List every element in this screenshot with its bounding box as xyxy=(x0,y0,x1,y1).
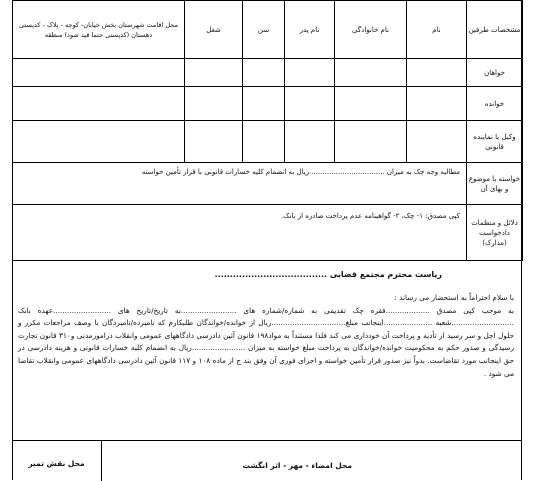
request-greeting: با سلام احتراماً به استحضار می رساند : xyxy=(394,293,514,302)
request-title: ریاست محترم مجتمع قضایی ..................................... xyxy=(214,270,442,279)
defendant-father-cell[interactable] xyxy=(285,87,335,121)
plaintiff-family-cell[interactable] xyxy=(335,59,407,87)
lawyer-age-cell[interactable] xyxy=(243,121,285,163)
defendant-name-cell[interactable] xyxy=(407,87,467,121)
defendant-job-cell[interactable] xyxy=(185,87,243,121)
col-job: شغل xyxy=(185,1,243,59)
lawyer-family-cell[interactable] xyxy=(335,121,407,163)
defendant-label: خوانده xyxy=(467,87,523,121)
signature-row xyxy=(12,440,522,480)
lawyer-father-cell[interactable] xyxy=(285,121,335,163)
evidence-label: دلائل و منظمات دادخواست (مدارک) xyxy=(467,205,523,261)
plaintiff-age-cell[interactable] xyxy=(243,59,285,87)
plaintiff-row xyxy=(13,59,523,87)
parties-table xyxy=(12,0,523,261)
defendant-row xyxy=(13,87,523,121)
evidence-value[interactable]: کپی مصدق: ۱- چک، ۲- گواهینامه عدم پرداخت صادره از بانک. xyxy=(13,205,467,261)
plaintiff-name-cell[interactable] xyxy=(407,59,467,87)
header-row xyxy=(13,1,523,59)
col-age: سن xyxy=(243,1,285,59)
defendant-age-cell[interactable] xyxy=(243,87,285,121)
col-father: نام پدر xyxy=(285,1,335,59)
signature-label[interactable]: محل امضاء - مهر - اثر انگشت xyxy=(242,461,352,470)
col-name: نام xyxy=(407,1,467,59)
claim-value[interactable]: مطالبه وجه چک به میزان ..................................ریال به انضمام کلیه خسارات قانونی با قرار تأمین خواسته xyxy=(13,163,467,205)
plaintiff-address-cell[interactable] xyxy=(13,59,185,87)
defendant-address-cell[interactable] xyxy=(13,87,185,121)
claim-row xyxy=(13,163,523,205)
col-family: نام خانوادگی xyxy=(335,1,407,59)
plaintiff-father-cell[interactable] xyxy=(285,59,335,87)
defendant-family-cell[interactable] xyxy=(335,87,407,121)
evidence-row xyxy=(13,205,523,261)
plaintiff-job-cell[interactable] xyxy=(185,59,243,87)
claim-label: خواسته یا موضوع و بهای آن xyxy=(467,163,523,205)
plaintiff-label: خواهان xyxy=(467,59,523,87)
lawyer-label: وکیل یا نماینده قانونی xyxy=(467,121,523,163)
request-body xyxy=(18,292,514,380)
lawyer-job-cell[interactable] xyxy=(185,121,243,163)
col-parties: مشخصات طرفین xyxy=(467,1,523,59)
lawyer-address-cell[interactable] xyxy=(13,121,185,163)
request-paragraph: به موجب کپی مصدق ...................فقره چک تقدیمی به شماره/شماره های ........................به تاریخ/تاریخ های .........................عهده بانک ...........................شعبه .....................اینجانب مبلغ................................ریال از خوانده/خواندگان طلبکارم که نامبرده/نامبردگان با وصف مراجعات مکرر و حلول اجل و سر رسید از تأدیه و پرداخت آن خودداری می کند فلذا مستنداً به مواد۱۹۸ قانون آئین دادرسی دادگاههای عمومی وانقلاب درامورمدنی و۳۱۰ قانون تجارت رسیدگی و صدور حکم به محکومیت خوانده/خواندگان به پرداخت مبلغ خواسته به میزان .......................ریال به انضمام کلیه خسارات قانونی و هزینه دادرسی در حق اینجانب مورد تقاضاست. بدواً نیز صدور قرار تأمین خواسته و اجرای فوری آن وفق بند ج از ماده ۱۰۸ و ۱۱۷ قانون آئین دادرسی دادگاههای عمومی وانقلاب تقاضا می شود . xyxy=(18,305,514,378)
col-address: محل اقامت شهرستان بخش خیابان- کوچه - پلاک - کدپستی دهستان (کدپستی حتما قید شود) منطقه xyxy=(13,1,185,59)
lawyer-name-cell[interactable] xyxy=(407,121,467,163)
stamp-area[interactable]: محل نقش تمبر xyxy=(12,441,102,481)
lawyer-row xyxy=(13,121,523,163)
